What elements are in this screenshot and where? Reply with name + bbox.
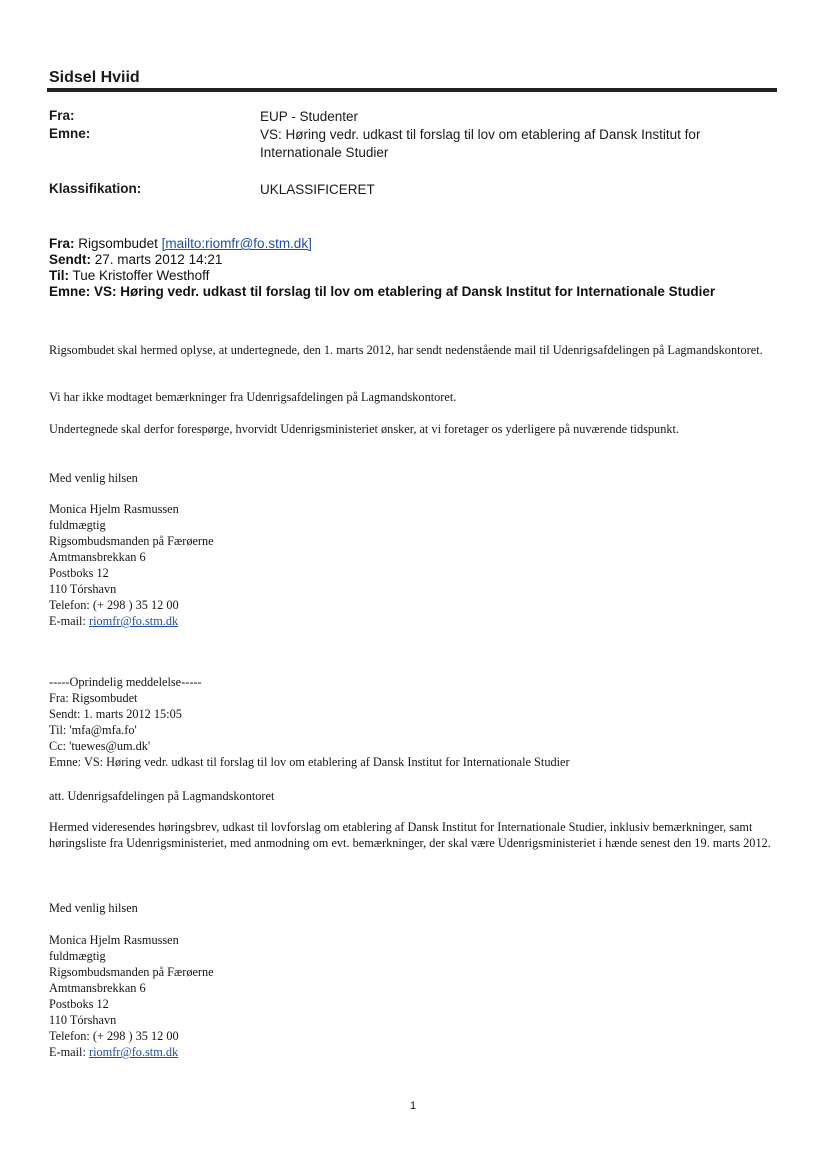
fwd-from-name: Rigsombudet [78,236,158,251]
original-sent: Sendt: 1. marts 2012 15:05 [49,707,182,721]
header-subject-value: VS: Høring vedr. udkast til forslag til lov om etablering af Dansk Institut for Internationale Studier [260,127,701,160]
fwd-to-value: Tue Kristoffer Westhoff [72,268,210,283]
orig-signature-phone: Telefon: (+ 298 ) 35 12 00 [49,1029,179,1043]
fwd-from-label: Fra: [49,236,75,251]
header-classification-value: UKLASSIFICERET [260,182,375,197]
signature-street: Amtmansbrekkan 6 [49,550,146,564]
fwd-from-mailto-link[interactable]: [mailto:riomfr@fo.stm.dk] [161,236,312,251]
fwd-sent-value: 27. marts 2012 14:21 [94,252,223,267]
body-paragraph-3: Undertegnede skal derfor forespørge, hvorvidt Udenrigsministeriet ønsker, at vi foretager os yderligere på nuværende tidspunkt. [49,422,679,436]
fwd-subject-value: VS: Høring vedr. udkast til forslag til lov om etablering af Dansk Institut for Internationale Studier [94,284,716,299]
signature-box: Postboks 12 [49,566,109,580]
fwd-to-label: Til: [49,268,69,283]
signature-block [49,501,779,629]
page-number: 1 [410,1100,417,1112]
original-divider: -----Oprindelig meddelelse----- [49,675,202,689]
original-paragraph: Hermed videresendes høringsbrev, udkast til lovforslag om etablering af Dansk Institut for Internationale Studier, inklusiv bemærkninger, samt høringsliste fra Udenrigsministeriet, med anmodning om evt. bemærkninger, der skal være Udenrigsministeriet i hænde senest den 19. marts 2012. [49,820,771,850]
fwd-sent-label: Sendt: [49,252,91,267]
original-att: att. Udenrigsafdelingen på Lagmandskontoret [49,789,275,803]
body-paragraph-1: Rigsombudet skal hermed oplyse, at undertegnede, den 1. marts 2012, har sendt nedenstående mail til Udenrigsafdelingen på Lagmandskontoret. [49,343,763,357]
original-message-header [49,674,779,770]
header-divider [47,88,777,92]
signature-city: 110 Tórshavn [49,582,117,596]
original-from: Fra: Rigsombudet [49,691,138,705]
orig-signature-email-link[interactable]: riomfr@fo.stm.dk [88,1045,179,1059]
original-greeting: Med venlig hilsen [49,901,138,915]
signature-name: Monica Hjelm Rasmussen [49,502,179,516]
forward-header [49,236,715,300]
orig-signature-title: fuldmægtig [49,949,106,963]
signature-email-link[interactable]: riomfr@fo.stm.dk [88,614,179,628]
header-subject-label: Emne: [49,126,91,141]
body-greeting: Med venlig hilsen [49,471,138,485]
signature-title: fuldmægtig [49,518,106,532]
header-classification-label: Klassifikation: [49,181,142,196]
orig-signature-box: Postboks 12 [49,997,109,1011]
signature-org: Rigsombudsmanden på Færøerne [49,534,214,548]
orig-signature-street: Amtmansbrekkan 6 [49,981,146,995]
header-from-label: Fra: [49,108,75,123]
original-signature-block [49,932,779,1060]
signature-phone: Telefon: (+ 298 ) 35 12 00 [49,598,179,612]
mailbox-owner-name: Sidsel Hviid [49,69,140,86]
orig-signature-city: 110 Tórshavn [49,1013,117,1027]
original-cc: Cc: 'tuewes@um.dk' [49,739,151,753]
fwd-subject-label: Emne: [49,284,91,299]
header-from-value: EUP - Studenter [260,109,359,124]
original-to: Til: 'mfa@mfa.fo' [49,723,137,737]
orig-signature-name: Monica Hjelm Rasmussen [49,933,179,947]
orig-signature-org: Rigsombudsmanden på Færøerne [49,965,214,979]
signature-email-label: E-mail: [49,614,86,628]
orig-signature-email-label: E-mail: [49,1045,86,1059]
body-paragraph-2: Vi har ikke modtaget bemærkninger fra Udenrigsafdelingen på Lagmandskontoret. [49,390,457,404]
original-subject: Emne: VS: Høring vedr. udkast til forslag til lov om etablering af Dansk Institut for Internationale Studier [49,755,570,769]
